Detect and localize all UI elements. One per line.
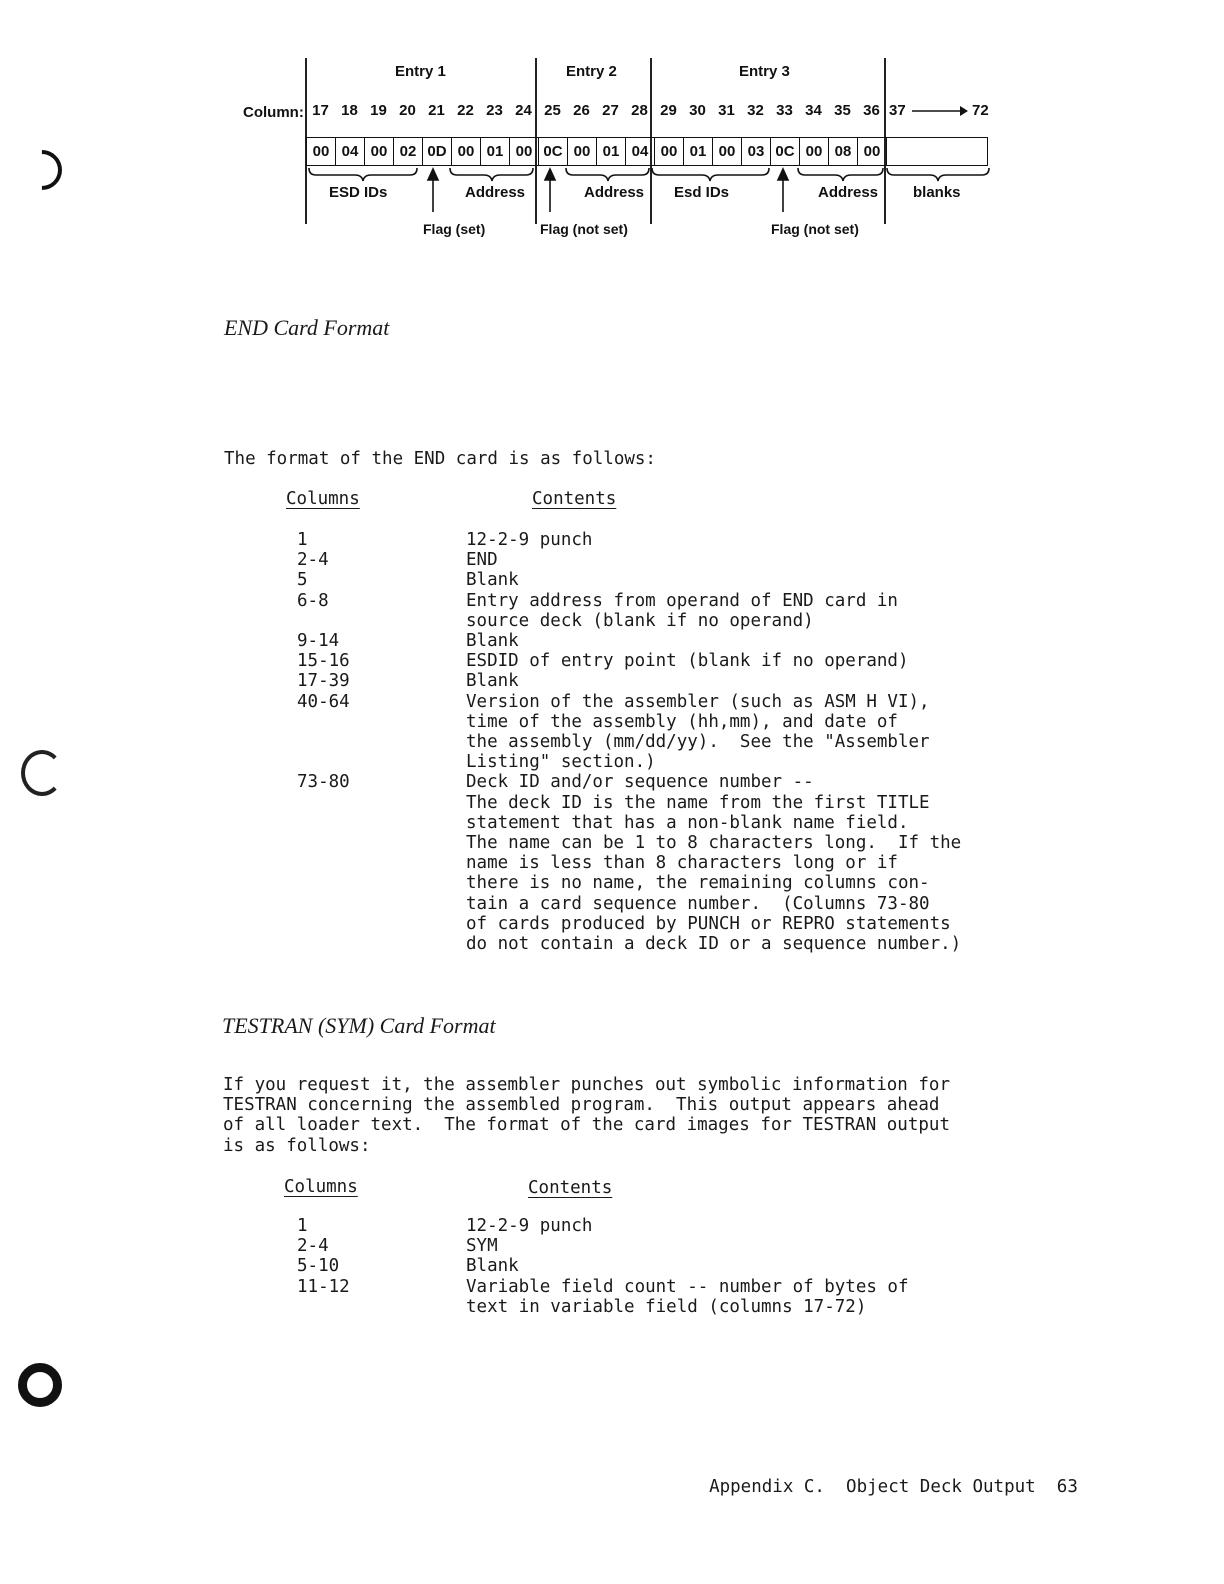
end-columns-header: Columns <box>286 489 360 509</box>
flag-arrows <box>0 166 1224 226</box>
byte-cell: 0C <box>770 137 799 166</box>
column-number: 34 <box>805 102 822 119</box>
column-number: 29 <box>660 102 677 119</box>
row-contents: Blank <box>466 631 519 651</box>
end-card-diagram <box>0 0 1224 300</box>
row-columns: 73-80 <box>297 772 350 793</box>
testran-columns-header: Columns <box>284 1177 358 1197</box>
row-columns: 9-14 <box>297 631 340 651</box>
column-number: 22 <box>457 102 474 119</box>
column-number: 27 <box>602 102 619 119</box>
row-columns: 17-39 <box>297 671 350 692</box>
byte-cell: 00 <box>364 137 393 166</box>
range-start: 37 <box>889 102 906 119</box>
column-number: 32 <box>747 102 764 119</box>
range-end: 72 <box>972 102 989 119</box>
row-contents: Blank <box>466 1256 519 1277</box>
column-number: 24 <box>515 102 532 119</box>
column-number: 23 <box>486 102 503 119</box>
byte-cell: 01 <box>683 137 712 166</box>
byte-cell: 08 <box>828 137 857 166</box>
footer-title: Appendix C. Object Deck Output <box>709 1477 1036 1498</box>
byte-cell: 00 <box>509 137 538 166</box>
row-contents: ESDID of entry point (blank if no operand) <box>466 651 909 672</box>
row-columns: 1 <box>297 530 308 550</box>
column-number: 33 <box>776 102 793 119</box>
group-label: Esd IDs <box>674 184 730 201</box>
entry-label: Entry 2 <box>566 63 617 80</box>
row-columns: 5 <box>297 570 308 591</box>
byte-cell: 04 <box>335 137 364 166</box>
blanks-cell <box>886 137 988 166</box>
flag-label: Flag (not set) <box>540 221 628 237</box>
row-columns: 2-4 <box>297 1236 329 1257</box>
end-intro: The format of the END card is as follows: <box>224 449 656 469</box>
binder-hole-bottom <box>18 1363 62 1407</box>
byte-cell: 0C <box>538 137 567 166</box>
row-contents: Blank <box>466 671 519 692</box>
column-number: 17 <box>312 102 329 119</box>
row-contents: 12-2-9 punch <box>466 1216 593 1236</box>
row-contents: END <box>466 550 498 571</box>
section-heading-testran: TESTRAN (SYM) Card Format <box>222 1013 496 1038</box>
group-label: ESD IDs <box>329 184 388 201</box>
byte-cell: 00 <box>857 137 886 166</box>
byte-cell: 04 <box>625 137 654 166</box>
byte-cell: 00 <box>451 137 480 166</box>
column-number: 30 <box>689 102 706 119</box>
byte-cell: 00 <box>654 137 683 166</box>
byte-cell: 00 <box>567 137 596 166</box>
byte-cell: 0D <box>422 137 451 166</box>
row-columns: 1 <box>297 1216 308 1236</box>
byte-cell: 00 <box>712 137 741 166</box>
row-columns: 40-64 <box>297 691 350 712</box>
row-columns: 6-8 <box>297 590 329 611</box>
flag-label: Flag (set) <box>423 221 486 237</box>
column-number: 18 <box>341 102 358 119</box>
page-footer <box>688 1457 1078 1497</box>
testran-contents-header: Contents <box>528 1178 613 1198</box>
column-number: 28 <box>631 102 648 119</box>
flag-label: Flag (not set) <box>771 221 859 237</box>
page-number: 63 <box>1056 1477 1078 1498</box>
row-contents: Deck ID and/or sequence number -- The deck ID is the name from the first TITLE statement that has a non-blank name field. The name can be 1 to 8 characters long. If the name is less than 8 characters long or if there is no name, the remaining columns con- tain a card sequence number. (Columns 73-80 of cards produced by PUNCH or REPRO statements do not contain a deck ID or a sequence number.) <box>466 772 962 955</box>
binder-hole-middle <box>21 750 63 796</box>
row-columns: 2-4 <box>297 550 329 571</box>
group-label: blanks <box>913 184 961 201</box>
row-contents: 12-2-9 punch <box>466 530 593 550</box>
entry-label: Entry 3 <box>739 63 790 80</box>
entry-label: Entry 1 <box>395 63 446 80</box>
row-contents: Blank <box>466 570 519 591</box>
row-contents: Entry address from operand of END card in source deck (blank if no operand) <box>466 590 898 631</box>
byte-cell: 02 <box>393 137 422 166</box>
row-columns: 15-16 <box>297 651 350 672</box>
group-label: Address <box>465 184 526 201</box>
row-contents: Version of the assembler (such as ASM H VI), time of the assembly (hh,mm), and date of the assembly (mm/dd/yy). See the "Assembler Listing" section.) <box>466 691 930 773</box>
group-label: Address <box>584 184 645 201</box>
row-contents: SYM <box>466 1236 498 1257</box>
section-heading-end: END Card Format <box>224 315 390 340</box>
column-number: 36 <box>863 102 880 119</box>
column-number: 20 <box>399 102 416 119</box>
byte-cell: 03 <box>741 137 770 166</box>
arrow-right-icon <box>910 105 968 117</box>
column-number: 25 <box>544 102 561 119</box>
group-label: Address <box>818 184 879 201</box>
testran-intro: If you request it, the assembler punches out symbolic information for TESTRAN concerning the assembled program. This output appears ahead of all loader text. The format of the card images for TESTRAN output is as follows: <box>223 1075 950 1156</box>
column-label: Column: <box>243 104 304 121</box>
row-contents: Variable field count -- number of bytes of text in variable field (columns 17-72) <box>466 1276 909 1317</box>
row-columns: 5-10 <box>297 1256 340 1277</box>
column-number: 35 <box>834 102 851 119</box>
byte-cell: 00 <box>799 137 828 166</box>
column-number: 19 <box>370 102 387 119</box>
byte-cell: 01 <box>480 137 509 166</box>
column-number: 31 <box>718 102 735 119</box>
column-number: 26 <box>573 102 590 119</box>
column-range-label <box>889 102 989 119</box>
byte-cell: 00 <box>306 137 335 166</box>
byte-cell: 01 <box>596 137 625 166</box>
row-columns: 11-12 <box>297 1276 350 1297</box>
end-contents-header: Contents <box>532 489 617 509</box>
column-number: 21 <box>428 102 445 119</box>
